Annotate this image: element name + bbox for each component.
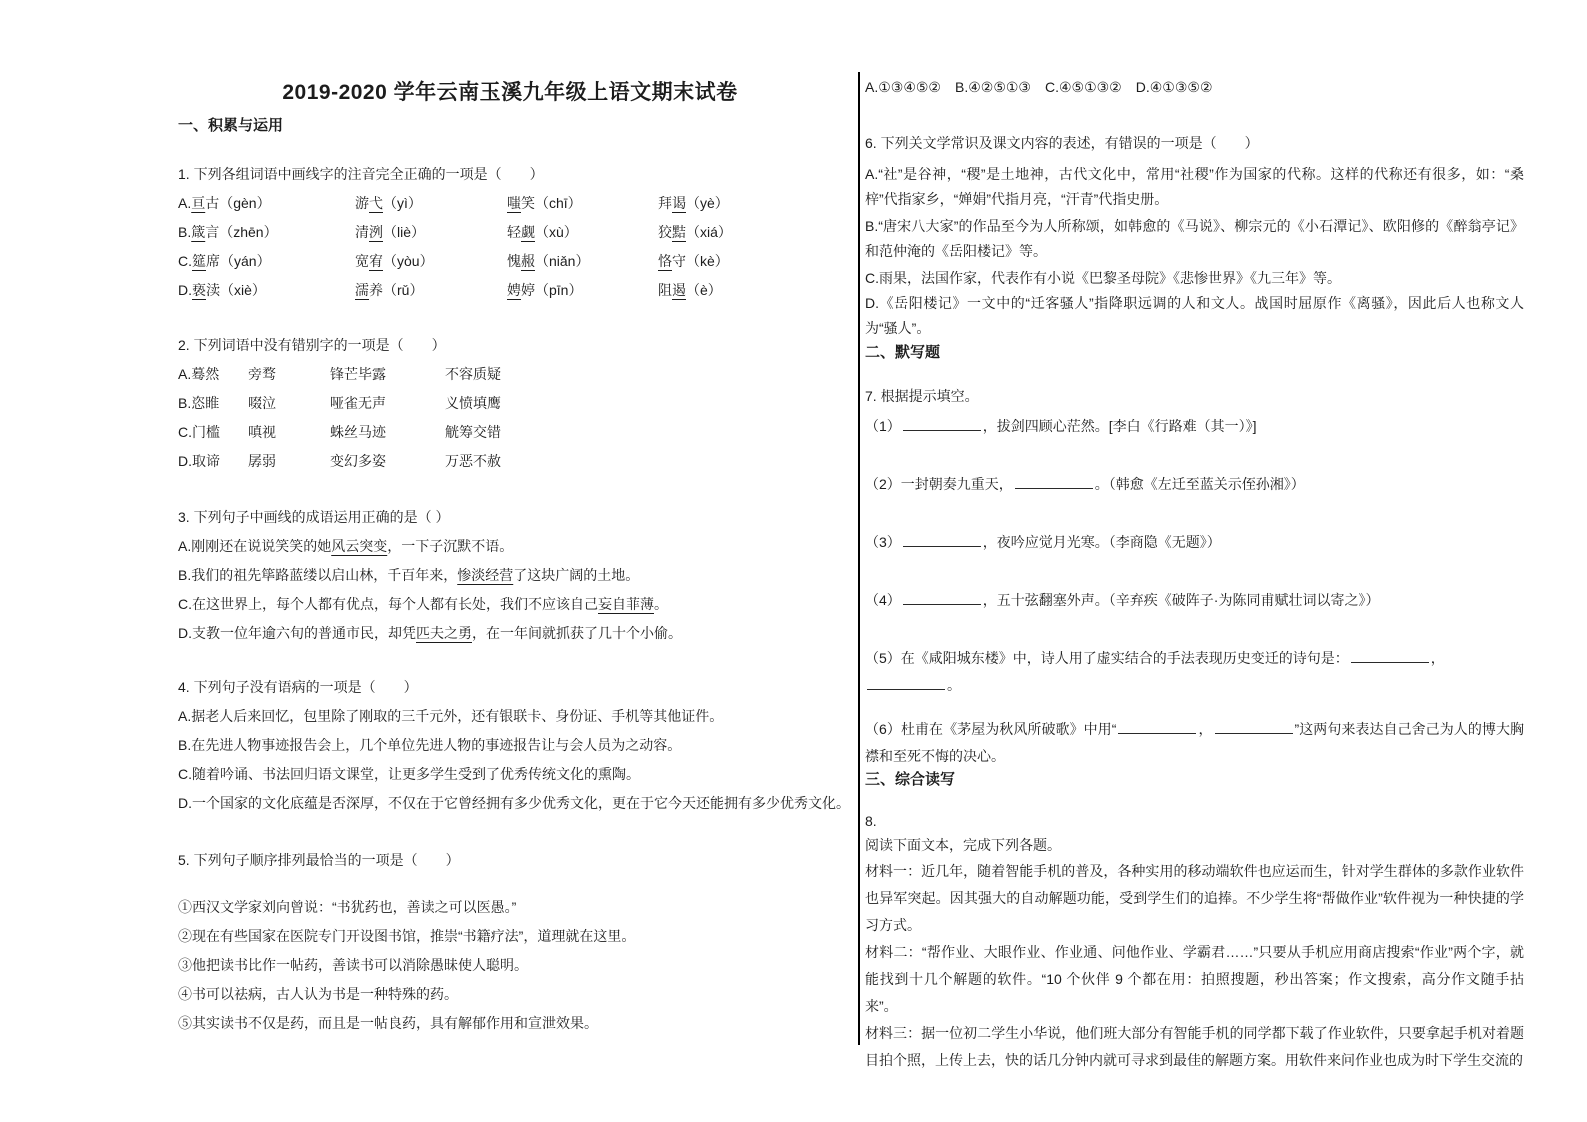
q6-option-d: D.《岳阳楼记》一文中的“迁客骚人”指降职远调的人和文人。战国时屈原作《离骚》，因此后人也称文人为“骚人”。 bbox=[865, 295, 1524, 336]
text-run: 宽 bbox=[355, 253, 369, 269]
q1-c-word-2 bbox=[355, 247, 507, 276]
q2-d-word-1 bbox=[178, 447, 248, 476]
text-run: （2）一封朝奏九重天， bbox=[865, 476, 1013, 492]
underlined-text: 洌 bbox=[369, 224, 383, 240]
section-heading-1: 一、积累与运用 bbox=[178, 117, 284, 134]
q2-a-word-1 bbox=[178, 360, 248, 389]
q2-option-d bbox=[178, 447, 842, 476]
text-run: A.刚刚还在说说笑笑的她 bbox=[178, 538, 332, 554]
q1-stem: 1. 下列各组词语中画线字的注音完全正确的一项是（ ） bbox=[178, 166, 544, 182]
text-run: 笑（chī） bbox=[521, 195, 582, 211]
text-run: 义愤填鹰 bbox=[445, 395, 501, 411]
q1-c-word-1 bbox=[178, 247, 355, 276]
q8-lead: 阅读下面文本，完成下列各题。 bbox=[865, 837, 1061, 853]
text-run: 孱弱 bbox=[248, 453, 276, 469]
q5-sentence-5: ⑤其实读书不仅是药，而且是一帖良药，具有解郁作用和宣泄效果。 bbox=[178, 1015, 598, 1031]
q2-option-c bbox=[178, 418, 842, 447]
text-run: C.④⑤①③② bbox=[1044, 79, 1122, 95]
q5-sentence-3: ③他把读书比作一帖药，善读书可以消除愚昧使人聪明。 bbox=[178, 957, 528, 973]
text-run: 了这块广阔的土地。 bbox=[513, 567, 640, 583]
fill-in-blank-line bbox=[1118, 718, 1196, 734]
q7-item-3 bbox=[865, 529, 1524, 556]
q5-sentence-2: ②现在有些国家在医院专门开设图书馆，推崇“书籍疗法”，道理就在这里。 bbox=[178, 928, 636, 944]
underlined-text: 谒 bbox=[672, 195, 686, 211]
text-run: ，一下子沉默不语。 bbox=[387, 538, 514, 554]
q2-option-a bbox=[178, 360, 842, 389]
q1-option-b bbox=[178, 218, 842, 247]
fill-in-blank-line bbox=[1015, 473, 1093, 489]
q1-a-word-2 bbox=[355, 189, 507, 218]
text-run: ，五十弦翻塞外声。（辛弃疾《破阵子·为陈同甫赋壮词以寄之》） bbox=[982, 592, 1380, 608]
underlined-text: 筵 bbox=[192, 253, 206, 269]
underlined-text: 嗤 bbox=[507, 195, 521, 211]
page-title: 2019-2020 学年云南玉溪九年级上语文期末试卷 bbox=[282, 81, 738, 104]
q1-option-a bbox=[178, 189, 842, 218]
q1-a-word-3 bbox=[507, 189, 658, 218]
text-run: 古（gèn） bbox=[205, 195, 271, 211]
text-run: （4） bbox=[865, 592, 901, 608]
column-divider bbox=[858, 72, 860, 1045]
fill-in-blank-line bbox=[903, 415, 981, 431]
q8-material-3: 材料三：据一位初二学生小华说，他们班大部分有智能手机的同学都下载了作业软件，只要拿起手机对着题目拍个照，上传上去，快的话几分钟内就可寻求到最佳的解题方案。用软件来问作业也成为时下学生交流的 bbox=[865, 1025, 1524, 1068]
text-run: B.我们的祖先筚路蓝缕以启山林，千百年来， bbox=[178, 567, 458, 583]
q1-b-word-3 bbox=[507, 218, 658, 247]
text-run: （xù） bbox=[535, 224, 578, 240]
q2-b-word-2 bbox=[248, 389, 330, 418]
q1-a-word-4 bbox=[658, 189, 729, 218]
underlined-text: 宥 bbox=[369, 253, 383, 269]
text-run: C.在这世界上，每个人都有优点，每个人都有长处，我们不应该自己 bbox=[178, 596, 598, 612]
underlined-text: 惨淡经营 bbox=[457, 567, 514, 583]
section-heading-3: 三、综合读写 bbox=[865, 771, 956, 788]
text-run: （yè） bbox=[686, 195, 729, 211]
text-run: 愧 bbox=[507, 253, 521, 269]
fill-in-blank-line bbox=[1351, 647, 1429, 663]
q2-b-word-4 bbox=[445, 389, 501, 418]
underlined-text: 觑 bbox=[521, 224, 535, 240]
q1-d-word-4 bbox=[658, 276, 722, 305]
fill-in-blank-line bbox=[903, 589, 981, 605]
text-run: 。 bbox=[654, 596, 668, 612]
text-run: A.蓦然 bbox=[178, 366, 220, 382]
q2-d-word-2 bbox=[248, 447, 330, 476]
text-run: 。 bbox=[947, 677, 961, 693]
underlined-text: 妄自菲薄 bbox=[598, 596, 654, 612]
q5-sentence-1: ①西汉文学家刘向曾说：“书犹药也，善读之可以医愚。” bbox=[178, 899, 517, 915]
text-run: 阻 bbox=[658, 282, 672, 298]
q1-b-word-1 bbox=[178, 218, 355, 247]
text-run: 拜 bbox=[658, 195, 672, 211]
q6-stem: 6. 下列关文学常识及课文内容的表述，有错误的一项是（ ） bbox=[865, 135, 1259, 151]
q3-option-c bbox=[178, 590, 842, 619]
text-run: 啜泣 bbox=[248, 395, 276, 411]
q1-c-word-3 bbox=[507, 247, 658, 276]
text-run: （1） bbox=[865, 418, 901, 434]
text-run: ”这两句来表达自己舍己为人的博大胸襟和至死不悔的决心。 bbox=[865, 721, 1524, 764]
text-run: （niǎn） bbox=[535, 253, 590, 269]
text-run: ，夜吟应觉月光寒。（李商隐《无题》） bbox=[982, 534, 1221, 550]
underlined-text: 赧 bbox=[521, 253, 535, 269]
underlined-text: 亵 bbox=[192, 282, 206, 298]
underlined-text: 亘 bbox=[191, 195, 206, 211]
text-run: 席（yán） bbox=[206, 253, 271, 269]
q2-option-b bbox=[178, 389, 842, 418]
left-column bbox=[178, 80, 850, 1038]
underlined-text: 风云突变 bbox=[331, 538, 388, 554]
text-run: 变幻多姿 bbox=[330, 453, 386, 469]
text-run: （yì） bbox=[383, 195, 422, 211]
q8-number: 8. bbox=[865, 813, 877, 829]
text-run: D. bbox=[178, 282, 192, 298]
q1-a-word-1 bbox=[178, 189, 355, 218]
underlined-text: 黠 bbox=[672, 224, 686, 240]
text-run: ， bbox=[1430, 650, 1445, 666]
q2-c-word-4 bbox=[445, 418, 501, 447]
q2-c-word-2 bbox=[248, 418, 330, 447]
q2-b-word-1 bbox=[178, 389, 248, 418]
q6-option-c: C.雨果，法国作家，代表作有小说《巴黎圣母院》《悲惨世界》《九三年》等。 bbox=[865, 270, 1341, 286]
text-run: C. bbox=[178, 253, 192, 269]
text-run: 养（rǔ） bbox=[369, 282, 424, 298]
right-column bbox=[865, 70, 1524, 1074]
underlined-text: 箴 bbox=[191, 224, 206, 240]
q2-d-word-3 bbox=[330, 447, 445, 476]
q4-option-d: D.一个国家的文化底蕴是否深厚，不仅在于它曾经拥有多少优秀文化，更在于它今天还能拥有多少优秀文化。 bbox=[178, 795, 850, 811]
text-run: 不容质疑 bbox=[445, 366, 501, 382]
text-run: 轻 bbox=[507, 224, 521, 240]
q5-stem: 5. 下列句子顺序排列最恰当的一项是（ ） bbox=[178, 852, 460, 868]
q7-item-5 bbox=[865, 645, 1524, 699]
q7-stem: 7. 根据提示填空。 bbox=[865, 388, 979, 404]
underlined-text: 濡 bbox=[355, 282, 369, 298]
q1-b-word-4 bbox=[658, 218, 732, 247]
q2-c-word-1 bbox=[178, 418, 248, 447]
text-run: 嗔视 bbox=[248, 424, 276, 440]
text-run: 旁骛 bbox=[248, 366, 276, 382]
text-run: 清 bbox=[355, 224, 369, 240]
text-run: （5）在《咸阳城东楼》中，诗人用了虚实结合的手法表现历史变迁的诗句是： bbox=[865, 650, 1349, 666]
q1-option-c bbox=[178, 247, 842, 276]
q1-d-word-1 bbox=[178, 276, 355, 305]
text-run: 。（韩愈《左迁至蓝关示侄孙湘》） bbox=[1094, 476, 1305, 492]
text-run: A. bbox=[178, 195, 192, 211]
text-run: C.门槛 bbox=[178, 424, 220, 440]
text-run: A.①③④⑤② bbox=[865, 79, 941, 95]
q7-item-1 bbox=[865, 413, 1524, 440]
q1-option-d bbox=[178, 276, 842, 305]
underlined-text: 匹夫之勇 bbox=[416, 625, 472, 641]
q4-option-b: B.在先进人物事迹报告会上，几个单位先进人物的事迹报告让与会人员为之动容。 bbox=[178, 737, 682, 753]
q1-c-word-4 bbox=[658, 247, 729, 276]
text-run: ，拔剑四顾心茫然。[李白《行路难（其一）》] bbox=[982, 418, 1257, 434]
q3-option-d bbox=[178, 619, 842, 648]
text-run: 狡 bbox=[658, 224, 672, 240]
q2-a-word-3 bbox=[330, 360, 445, 389]
text-run: （6）杜甫在《茅屋为秋风所破歌》中用“ bbox=[865, 721, 1117, 737]
q4-stem: 4. 下列句子没有语病的一项是（ ） bbox=[178, 679, 418, 695]
text-run: ， bbox=[1198, 721, 1213, 737]
fill-in-blank-line bbox=[867, 674, 945, 690]
text-run: D.支教一位年逾六旬的普通市民，却凭 bbox=[178, 625, 416, 641]
q6-option-b: B.“唐宋八大家”的作品至今为人所称颂，如韩愈的《马说》、柳宗元的《小石潭记》、欧阳修的《醉翁亭记》和范仲淹的《岳阳楼记》等。 bbox=[865, 218, 1524, 259]
q2-b-word-3 bbox=[330, 389, 445, 418]
q4-option-c: C.随着吟诵、书法回归语文课堂，让更多学生受到了优秀传统文化的熏陶。 bbox=[178, 766, 640, 782]
q1-b-word-2 bbox=[355, 218, 507, 247]
q2-a-word-2 bbox=[248, 360, 330, 389]
fill-in-blank-line bbox=[903, 531, 981, 547]
text-run: 觥筹交错 bbox=[445, 424, 501, 440]
text-run: D.④①③⑤② bbox=[1135, 79, 1213, 95]
q3-option-b bbox=[178, 561, 842, 590]
q2-stem: 2. 下列词语中没有错别字的一项是（ ） bbox=[178, 337, 446, 353]
text-run: （è） bbox=[686, 282, 722, 298]
text-run: （yòu） bbox=[383, 253, 434, 269]
q7-item-2 bbox=[865, 471, 1524, 498]
text-run: （liè） bbox=[383, 224, 426, 240]
text-run: 言（zhēn） bbox=[205, 224, 278, 240]
underlined-text: 弋 bbox=[369, 195, 383, 211]
text-run: 守（kè） bbox=[672, 253, 729, 269]
q2-c-word-3 bbox=[330, 418, 445, 447]
q2-d-word-4 bbox=[445, 447, 501, 476]
section-heading-2: 二、默写题 bbox=[865, 344, 941, 361]
q6-option-a: A.“社”是谷神，“稷”是土地神，古代文化中，常用“社稷”作为国家的代称。这样的代称还有很多，如：“桑梓”代指家乡，“婵娟”代指月亮，“汗青”代指史册。 bbox=[865, 166, 1524, 207]
underlined-text: 娉 bbox=[507, 282, 521, 298]
text-run: 哑雀无声 bbox=[330, 395, 386, 411]
q4-option-a: A.据老人后来回忆，包里除了刚取的三千元外，还有银联卡、身份证、手机等其他证件。 bbox=[178, 708, 724, 724]
q3-option-a bbox=[178, 532, 842, 561]
text-run: D.取谛 bbox=[178, 453, 220, 469]
text-run: 游 bbox=[355, 195, 369, 211]
text-run: 锋芒毕露 bbox=[330, 366, 386, 382]
fill-in-blank-line bbox=[1215, 718, 1293, 734]
q7-item-5-line-2 bbox=[865, 672, 1524, 699]
text-run: 蛛丝马迹 bbox=[330, 424, 386, 440]
text-run: 万恶不赦 bbox=[445, 453, 501, 469]
q1-d-word-3 bbox=[507, 276, 658, 305]
q7-item-5-line-1 bbox=[865, 645, 1524, 672]
q7-item-4 bbox=[865, 587, 1524, 614]
underlined-text: 恪 bbox=[658, 253, 672, 269]
text-run: 渎（xiè） bbox=[206, 282, 266, 298]
q7-item-6 bbox=[865, 716, 1524, 770]
q5-sentence-4: ④书可以祛病，古人认为书是一种特殊的药。 bbox=[178, 986, 458, 1002]
q3-stem: 3. 下列句子中画线的成语运用正确的是（ ） bbox=[178, 509, 450, 525]
q8-material-1: 材料一：近几年，随着智能手机的普及，各种实用的移动端软件也应运而生，针对学生群体的多款作业软件也异军突起。因其强大的自动解题功能，受到学生们的追捧。不少学生将“帮做作业”软件视为一种快捷的学习方式。 bbox=[865, 863, 1524, 933]
text-run: B.④②⑤①③ bbox=[954, 79, 1031, 95]
underlined-text: 遏 bbox=[672, 282, 686, 298]
text-run: B.恣睢 bbox=[178, 395, 220, 411]
q5-answer-choices bbox=[865, 76, 1524, 98]
q8-material-2: 材料二：“帮作业、大眼作业、作业通、问他作业、学霸君……”只要从手机应用商店搜索“作业”两个字，就能找到十几个解题的软件。“10 个伙伴 9 个都在用：拍照搜题，秒出答案；作文搜索，高分作文随手拈来”。 bbox=[865, 944, 1524, 1014]
text-run: ，在一年间就抓获了几十个小偷。 bbox=[472, 625, 682, 641]
q2-a-word-4 bbox=[445, 360, 501, 389]
q1-d-word-2 bbox=[355, 276, 507, 305]
text-run: B. bbox=[178, 224, 192, 240]
text-run: （3） bbox=[865, 534, 901, 550]
text-run: 婷（pīn） bbox=[521, 282, 583, 298]
text-run: （xiá） bbox=[686, 224, 732, 240]
